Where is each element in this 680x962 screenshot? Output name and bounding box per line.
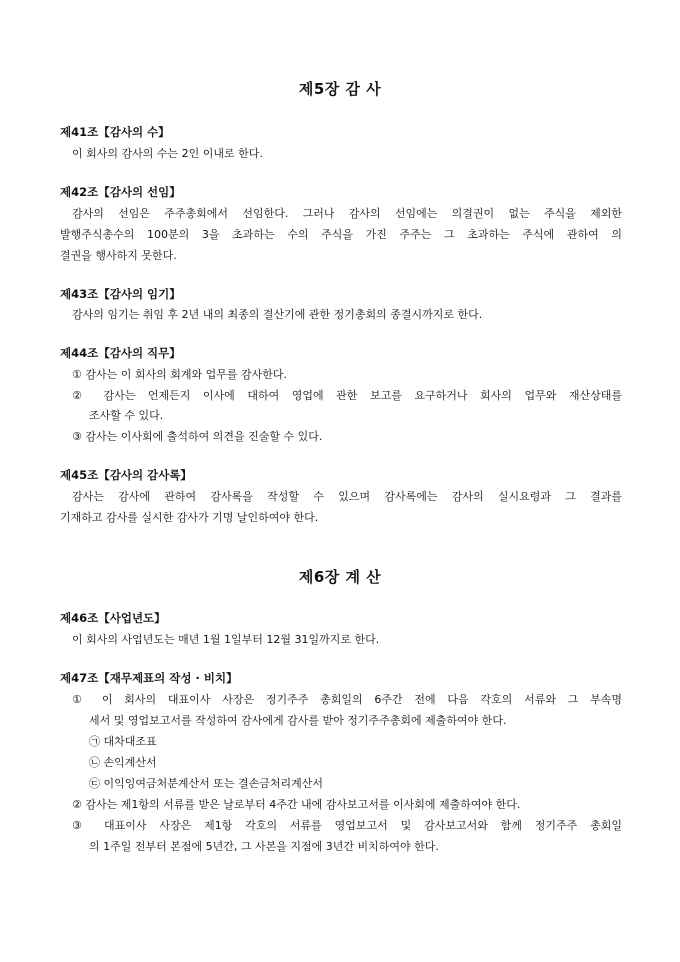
article-44-item-3: ③ 감사는 이사회에 출석하여 의견을 진술할 수 있다. xyxy=(72,430,323,443)
article-46-heading: 제46조【사업년도】 xyxy=(60,611,166,625)
article-42-line-3: 결권을 행사하지 못한다. xyxy=(60,249,177,262)
article-45-heading: 제45조【감사의 감사록】 xyxy=(60,468,192,482)
chapter-5-title: 제5장 감 사 xyxy=(298,80,382,98)
article-42-line-2: 발행주식총수의 100분의 3을 초과하는 수의 주식을 가진 주주는 그 초과하는 주식에 관하여 의 xyxy=(60,228,622,241)
article-44-item-2-cont: 조사할 수 있다. xyxy=(89,409,164,422)
article-47-subitem-a: ㉠ 대차대조표 xyxy=(89,735,157,748)
article-41-heading: 제41조【감사의 수】 xyxy=(60,125,170,139)
article-44-item-2: ② 감사는 언제든지 이사에 대하여 영업에 관한 보고를 요구하거나 회사의 업무와 재산상태를 xyxy=(72,389,622,402)
article-41-line-1: 이 회사의 감사의 수는 2인 이내로 한다. xyxy=(72,147,263,160)
article-42-heading: 제42조【감사의 선임】 xyxy=(60,185,181,199)
article-47-item-3: ③ 대표이사 사장은 제1항 각호의 서류를 영업보고서 및 감사보고서와 함께 정기주주 총회일 xyxy=(72,819,622,832)
article-45-line-2: 기재하고 감사를 실시한 감사가 기명 날인하여야 한다. xyxy=(60,511,319,524)
chapter-6-title: 제6장 계 산 xyxy=(298,568,382,586)
article-47-subitem-c: ㉢ 이익잉여금처분계산서 또는 결손금처리계산서 xyxy=(89,777,324,790)
article-44-heading: 제44조【감사의 직무】 xyxy=(60,346,181,360)
article-47-item-1: ① 이 회사의 대표이사 사장은 정기주주 총회일의 6주간 전에 다음 각호의 서류와 그 부속명 xyxy=(72,693,622,706)
article-47-heading: 제47조【재무제표의 작성 · 비치】 xyxy=(60,671,238,685)
article-43-line-1: 감사의 임기는 취임 후 2년 내의 최종의 결산기에 관한 정기총회의 종결시까지로 한다. xyxy=(72,308,483,321)
article-47-item-3-cont: 의 1주일 전부터 본점에 5년간, 그 사본을 지점에 3년간 비치하여야 한다. xyxy=(89,840,439,853)
article-43-heading: 제43조【감사의 임기】 xyxy=(60,287,181,301)
article-42-line-1: 감사의 선임은 주주총회에서 선임한다. 그러나 감사의 선임에는 의결권이 없는 주식을 제외한 xyxy=(72,207,622,220)
article-46-line-1: 이 회사의 사업년도는 매년 1월 1일부터 12월 31일까지로 한다. xyxy=(72,633,380,646)
article-44-item-1: ① 감사는 이 회사의 회계와 업무를 감사한다. xyxy=(72,368,287,381)
article-47-subitem-b: ㉡ 손익계산서 xyxy=(89,756,157,769)
article-45-line-1: 감사는 감사에 관하여 감사록을 작성할 수 있으며 감사록에는 감사의 실시요령과 그 결과를 xyxy=(72,490,622,503)
article-47-item-1-cont: 세서 및 영업보고서를 작성하여 감사에게 감사를 받아 정기주주총회에 제출하여야 한다. xyxy=(89,714,507,727)
article-47-item-2: ② 감사는 제1항의 서류를 받은 날로부터 4주간 내에 감사보고서를 이사회에 제출하여야 한다. xyxy=(72,798,521,811)
